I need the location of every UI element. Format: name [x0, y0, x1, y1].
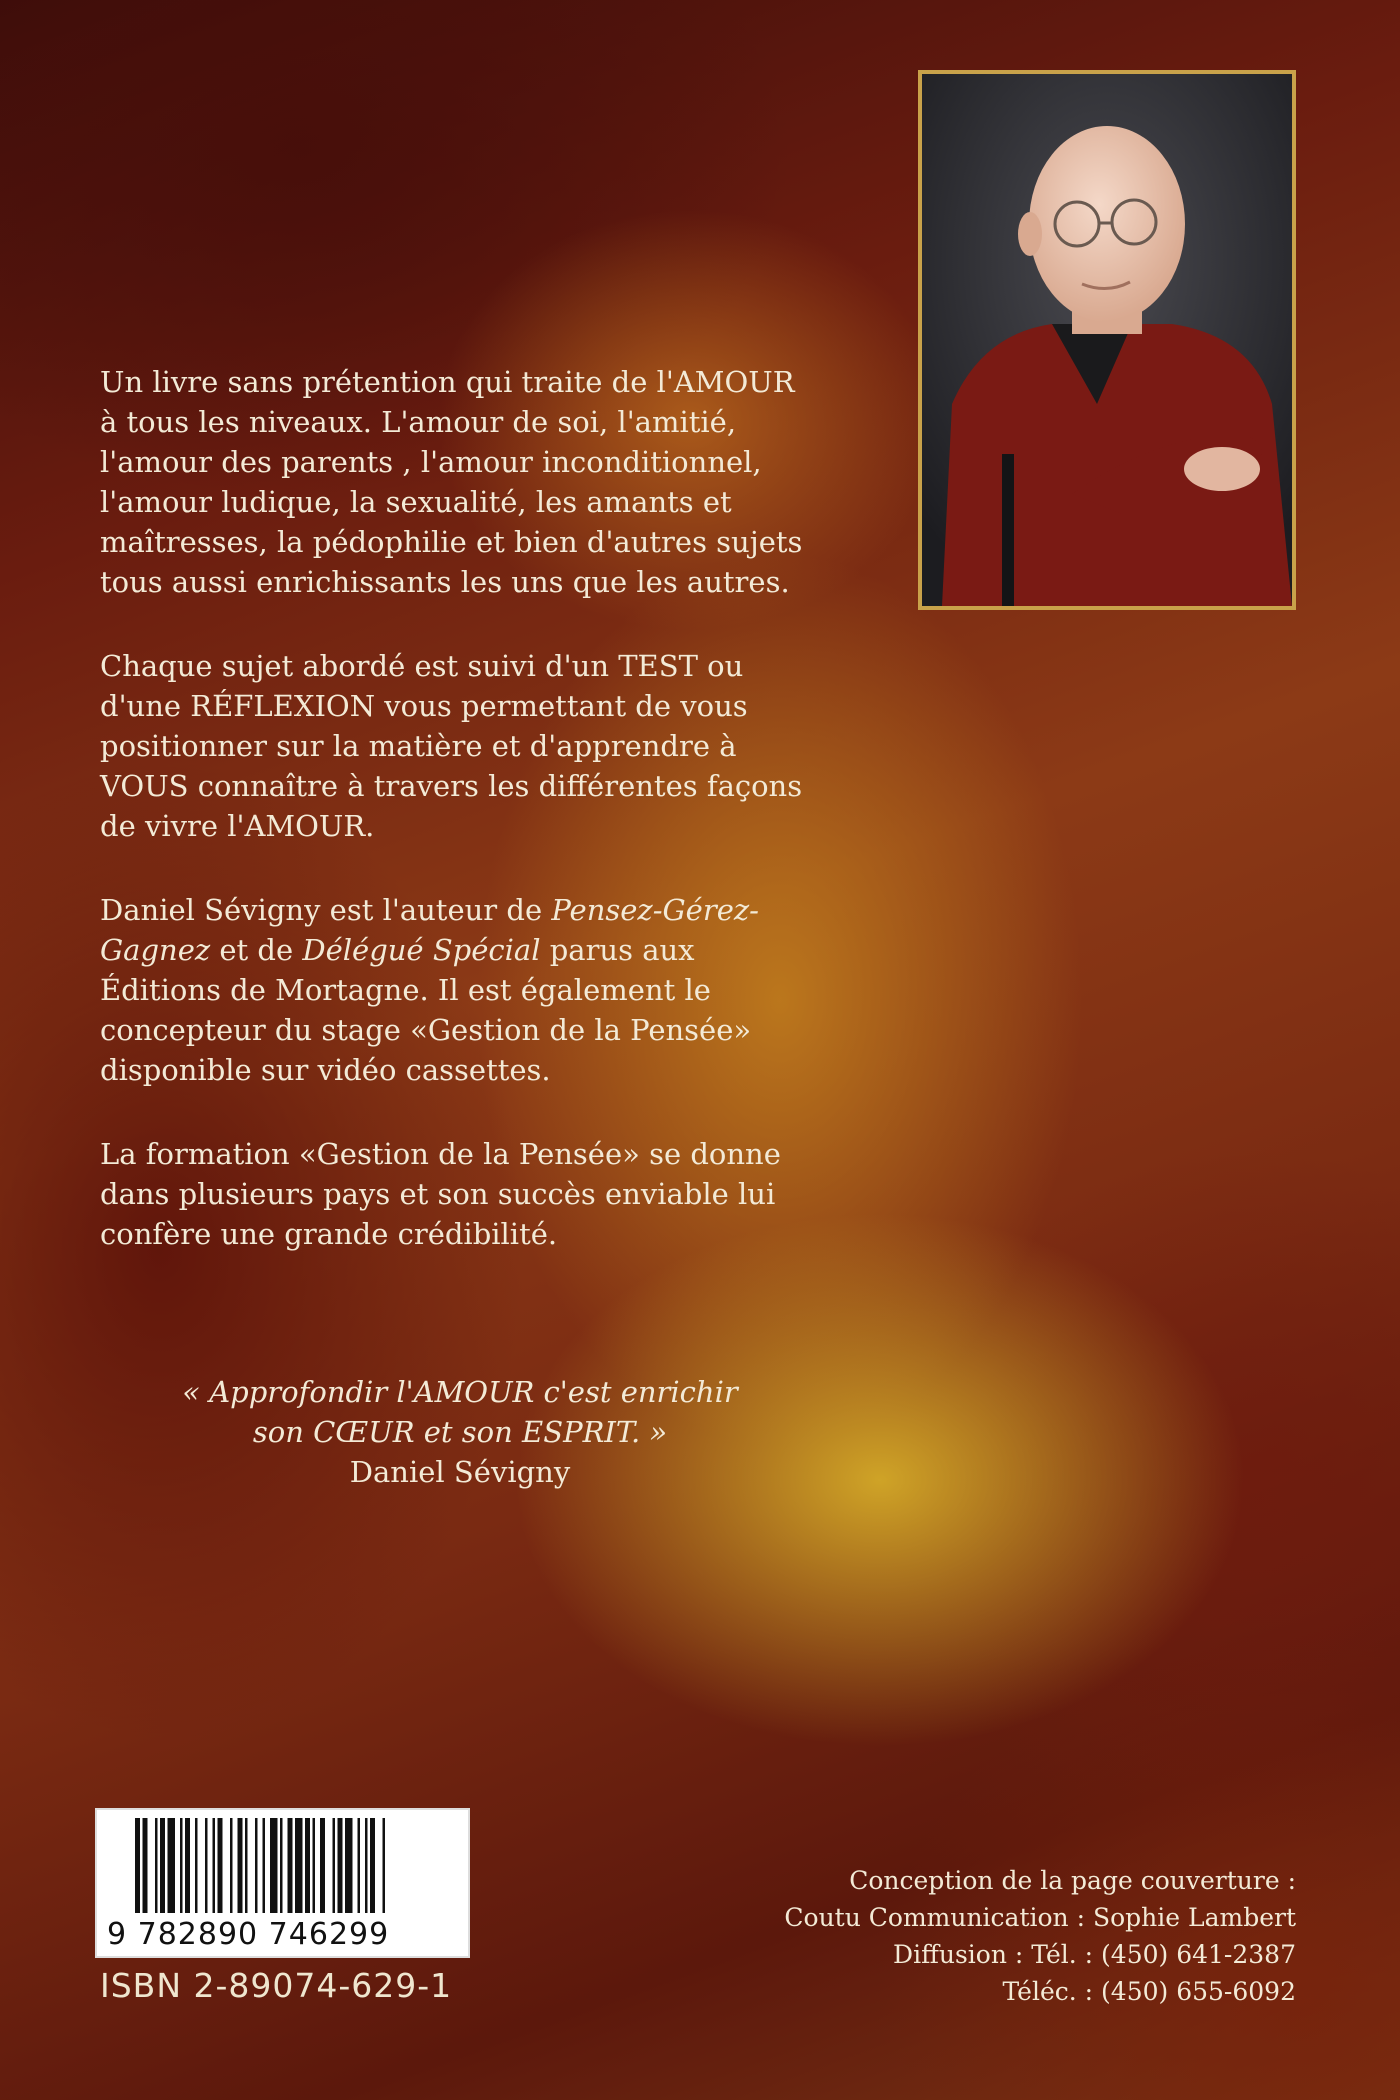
- barcode-bar: [345, 1818, 353, 1913]
- barcode-bar: [338, 1818, 343, 1913]
- isbn-number: ISBN 2-89074-629-1: [100, 1966, 453, 2005]
- barcode-bar: [245, 1818, 248, 1913]
- barcode-bar: [218, 1818, 223, 1913]
- blurb-p3-text-1: Daniel Sévigny est l'auteur de: [100, 893, 552, 927]
- book-title-delegue-special: Délégué Spécial: [302, 933, 541, 967]
- author-photo: [918, 70, 1296, 610]
- barcode-bar: [358, 1818, 361, 1913]
- barcode-bar: [280, 1818, 283, 1913]
- barcode-bar: [295, 1818, 303, 1913]
- blurb-paragraph-2: Chaque sujet abordé est suivi d'un TEST ou d'une RÉFLEXION vous permettant de vous positionner sur la matière et d'apprendre à VOUS connaître à travers les différentes façons de vivre l'AMOUR.: [100, 649, 803, 843]
- barcode: [95, 1808, 470, 1958]
- barcode-bar: [305, 1818, 310, 1913]
- barcode-bar: [288, 1818, 293, 1913]
- credits-line-1: Conception de la page couverture :: [849, 1866, 1296, 1895]
- barcode-bar: [255, 1818, 258, 1913]
- barcode-bar: [213, 1818, 216, 1913]
- barcode-bar: [238, 1818, 243, 1913]
- barcode-bar: [205, 1818, 208, 1913]
- barcode-bar: [160, 1818, 165, 1913]
- barcode-bar: [365, 1818, 368, 1913]
- barcode-bar: [270, 1818, 278, 1913]
- barcode-bar: [263, 1818, 266, 1913]
- barcode-bar: [180, 1818, 183, 1913]
- cover-credits: [676, 1862, 1296, 2010]
- barcode-bar: [320, 1818, 325, 1913]
- blurb-p3-text-3: parus aux Éditions de Mortagne. Il est également le concepteur du stage «Gestion de la Pensée» disponible sur vidéo cassettes.: [100, 933, 752, 1087]
- back-cover-blurb: [100, 362, 820, 1298]
- barcode-bar: [333, 1818, 336, 1913]
- blurb-paragraph-3: [100, 890, 820, 1090]
- barcode-digits: 9 782890 746299: [107, 1917, 390, 1952]
- quote-author: Daniel Sévigny: [349, 1455, 571, 1489]
- barcode-bar: [185, 1818, 190, 1913]
- credits-line-2: Coutu Communication : Sophie Lambert: [784, 1903, 1296, 1932]
- author-portrait-illustration: [922, 74, 1292, 606]
- barcode-bar: [195, 1818, 198, 1913]
- barcode-bar: [370, 1818, 375, 1913]
- barcode-bar: [143, 1818, 148, 1913]
- blurb-p3-text-2: et de: [210, 933, 303, 967]
- book-title-pensez-gerez-gagnez: Pensez-Gérez-Gagnez: [100, 893, 759, 967]
- barcode-bar: [230, 1818, 233, 1913]
- credits-line-3: Diffusion : Tél. : (450) 641-2387: [893, 1940, 1296, 1969]
- quote-line-1: « Approfondir l'AMOUR c'est enrichir: [182, 1375, 738, 1409]
- credits-line-4: Téléc. : (450) 655-6092: [1002, 1977, 1296, 2006]
- blurb-paragraph-4: La formation «Gestion de la Pensée» se donne dans plusieurs pays et son succès enviable lui confère une grande crédibilité.: [100, 1137, 781, 1251]
- barcode-bars: [135, 1818, 435, 1913]
- barcode-bar: [168, 1818, 176, 1913]
- barcode-bar: [135, 1818, 140, 1913]
- quote-line-2: son CŒUR et son ESPRIT. »: [252, 1415, 668, 1449]
- author-quote: [100, 1372, 820, 1492]
- blurb-paragraph-1: Un livre sans prétention qui traite de l'AMOUR à tous les niveaux. L'amour de soi, l'amitié, l'amour des parents , l'amour inconditionnel, l'amour ludique, la sexualité, les amants et maîtresses, la pédophilie et bien d'autres sujets tous aussi enrichissants les uns que les autres.: [100, 365, 803, 599]
- barcode-bar: [383, 1818, 386, 1913]
- barcode-bar: [313, 1818, 316, 1913]
- barcode-bar: [155, 1818, 158, 1913]
